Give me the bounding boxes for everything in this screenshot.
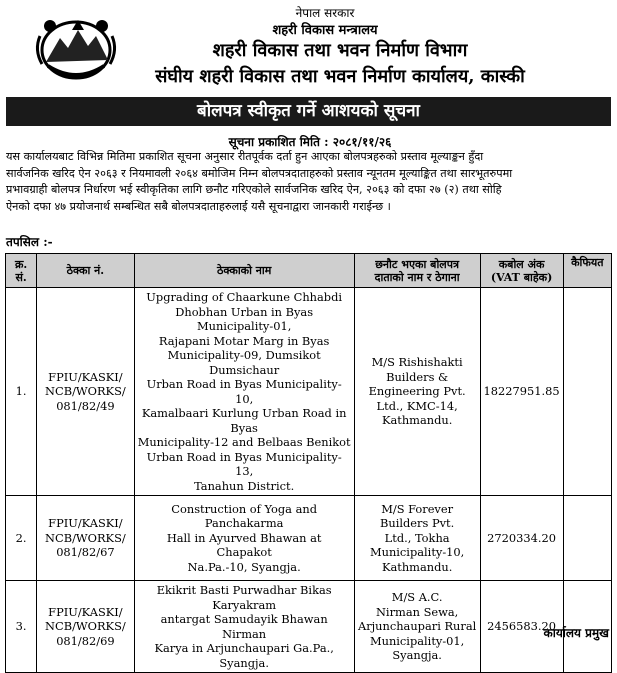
table-header-row — [6, 254, 612, 288]
header-bidder: छनौट भएका बोलपत्र दाताको नाम र ठेगाना — [354, 254, 480, 288]
cell-contract-name: Construction of Yoga and Panchakarma Hall in Ayurved Bhawan at Chapakot Na.Pa.-10, Syangja. — [134, 496, 354, 581]
cell-amount: 18227951.85 — [480, 288, 563, 496]
cell-contract-name: Upgrading of Chaarkune Chhabdi Dhobhan Urban in Byas Municipality-01, Rajapani Motar Marg in Byas Municipality-09, Dumsikot Dumsichaur Urban Road in Byas Municipality-10, Kamalbaari Kurlung Urban Road in Byas Municipality-12 and Belbaas Benikot Urban Road in Byas Municipality-13, Tanahun District. — [134, 288, 354, 496]
details-label: तपसिल :- — [6, 235, 53, 249]
office-chief-signature-label: कार्यालय प्रमुख — [543, 626, 609, 640]
header-contract-name: ठेक्काको नाम — [134, 254, 354, 288]
notice-paragraph — [6, 149, 612, 215]
cell-contract-no: FPIU/KASKI/ NCB/WORKS/ 081/82/69 — [37, 581, 134, 673]
cell-bidder: M/S A.C. Nirman Sewa, Arjunchaupari Rural Municipality-01, Syangja. — [354, 581, 480, 673]
cell-amount: 2720334.20 — [480, 496, 563, 581]
paragraph-line: प्रभावग्राही बोलपत्र निर्धारण भई स्वीकृतिका लागि छनौट गरिएकोले सार्वजनिक खरिद ऐन, २०६३ को दफा २७ (२) तथा सोहि — [6, 183, 502, 196]
cell-remarks — [563, 288, 611, 496]
cell-sn: 3. — [6, 581, 37, 673]
header-amount: कबोल अंक (VAT बाहेक) — [480, 254, 563, 288]
header-remarks: कैफियत — [563, 254, 611, 288]
publish-date: सूचना प्रकाशित मिति : २०८१/११/२६ — [228, 135, 392, 149]
header-contract-no: ठेक्का नं. — [37, 254, 134, 288]
paragraph-line: यस कार्यालयबाट विभिन्न मितिमा प्रकाशित सूचना अनुसार रीतपूर्वक दर्ता हुन आएका बोलपत्रहरुको प्रस्ताव मूल्याङ्कन हुँदा — [6, 150, 484, 163]
cell-contract-no: FPIU/KASKI/ NCB/WORKS/ 081/82/67 — [37, 496, 134, 581]
contracts-table — [5, 253, 612, 673]
table-row — [6, 581, 612, 673]
paragraph-line: ऐनको दफा ४७ प्रयोजनार्थ सम्बन्धित सबै बोलपत्रदाताहरुलाई यसै सूचनाद्वारा जानकारी गराईन्छ । — [6, 199, 391, 213]
cell-bidder: M/S Forever Builders Pvt. Ltd., Tokha Municipality-10, Kathmandu. — [354, 496, 480, 581]
office-name: संघीय शहरी विकास तथा भवन निर्माण कार्यालय, कास्की — [155, 66, 525, 87]
header-sn: क्र. सं. — [6, 254, 37, 288]
department-name: शहरी विकास तथा भवन निर्माण विभाग — [212, 40, 468, 61]
cell-contract-name: Ekikrit Basti Purwadhar Bikas Karyakram antargat Samudayik Bhawan Nirman Karya in Arjunchaupari Ga.Pa., Syangja. — [134, 581, 354, 673]
government-name: नेपाल सरकार — [295, 6, 355, 20]
cell-remarks — [563, 496, 611, 581]
cell-sn: 1. — [6, 288, 37, 496]
cell-amount: 2456583.20 — [480, 581, 563, 673]
notice-title: बोलपत्र स्वीकृत गर्ने आशयको सूचना — [6, 97, 611, 126]
cell-contract-no: FPIU/KASKI/ NCB/WORKS/ 081/82/49 — [37, 288, 134, 496]
cell-bidder: M/S Rishishakti Builders & Engineering Pvt. Ltd., KMC-14, Kathmandu. — [354, 288, 480, 496]
cell-sn: 2. — [6, 496, 37, 581]
table-row — [6, 288, 612, 496]
table-row — [6, 496, 612, 581]
ministry-name: शहरी विकास मन्त्रालय — [272, 23, 378, 38]
paragraph-line: सार्वजनिक खरिद ऐन २०६३ र नियमावली २०६४ बमोजिम निम्न बोलपत्रदाताहरुको प्रस्ताव न्यूनतम मूल्याङ्कित तथा सारभूतरुपमा — [6, 166, 513, 180]
